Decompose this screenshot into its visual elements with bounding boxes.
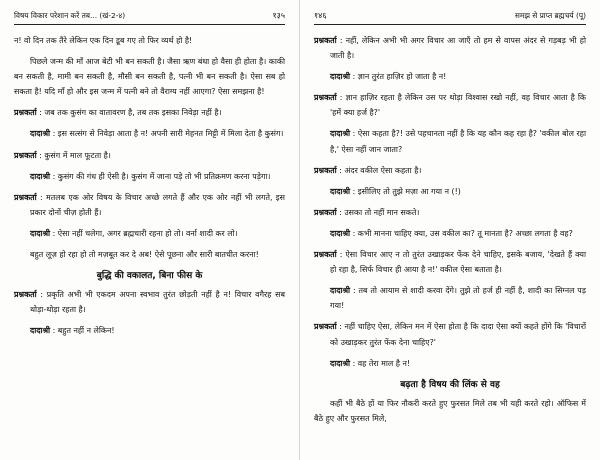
right-header-title: समझ से प्राप्त ब्रह्मचर्य (पू) [514,11,586,20]
dialogue-answer: दादाश्री : कुसंग की गंध ही ऐसी है। कुसंग में जाना पड़े तो भी प्रतिक्रमण करना पड़ेगा। [30,171,271,181]
left-header-title: विषय विकार परेशान करें तब... (खं-2-४) [14,11,126,20]
dialogue-question: प्रश्नकर्ता : नहीं, लेकिन अभी भी अगर विचार आ जाएँ तो हम से वापस अंदर से गड़बड़ भी हो जाती है। [314,36,586,61]
dialogue-question: प्रश्नकर्ता : प्रकृति अभी भी एकदम अपना स्वभाव तुरंत छोड़ती नहीं है न! विचार वगैरह सब थोड़ा-थोड़ा रहता है। [14,290,285,315]
speaker-label: प्रश्नकर्ता [314,36,337,45]
dialogue-question: प्रश्नकर्ता : ज्ञान हाज़िर रहता है लेकिन उस पर थोड़ा विश्वास रखो नहीं, वह विचार आता है कि 'हमें क्या हर्ज है?' [314,93,586,118]
speaker-label: प्रश्नकर्ता [14,150,37,160]
speaker-label: प्रश्नकर्ता [314,207,337,217]
section-heading: बुद्धि की वकालत, बिना फीस के [96,271,203,282]
paragraph: न! वो दिन तक तैरे लेकिन एक दिन डूब गए तो फिर व्यर्थ हो है! [14,36,193,45]
speaker-label: प्रश्नकर्ता [314,165,337,175]
speaker-label: दादाश्री [330,186,351,196]
speaker-label: दादाश्री [30,171,51,181]
dialogue-question: प्रश्नकर्ता : ऐसा विचार आए न तो तुरंत उखाड़कर फेंक देने चाहिए, इसके बजाय, 'देखते हैं क्या हो रहा है, सिर्फ विचार ही आया है न!' वकील ऐसा बताता है। [314,250,586,275]
paragraph: बहुत लूज़ हो रहा हो तो मज़बूत कर दे अब! ऐसे पूछना और सारी बातचीत करना! [30,250,259,260]
left-running-head [14,10,285,25]
dialogue-question: प्रश्नकर्ता : जब तक कुसंग का वातावरण है, तब तक इसका निवेड़ा नहीं है। [14,108,222,118]
paragraph: कहीं भी बैठे हों या फिर नौकरी करते हुए फुरसत मिले तब भी यही करते रहो। ऑफिस में बैठे हुए और फुरसत मिले, [314,398,586,423]
dialogue-question: प्रश्नकर्ता : अंदर वकील ऐसा कहता है। [314,165,422,175]
dialogue-answer: दादाश्री : वह तेरा माल है न! [330,358,411,368]
right-page-number: १४६ [314,11,327,20]
dialogue-question: प्रश्नकर्ता : नहीं चाहिए ऐसा, लेकिन मन में ऐसा होता है कि दादा ऐसा क्यों कहते होंगे कि 'विचारों को उखाड़कर तुरंत फेंक देना चाहिए?' [314,322,586,347]
dialogue-question: प्रश्नकर्ता : मतलब एक ओर विषय के विचार अच्छे लगते हैं और एक ओर नहीं भी लगते, इस प्रकार दोनों चीज़ होती हैं। [14,192,285,217]
dialogue-answer: दादाश्री : ऐसा कहता है?! उसे पहचानता नहीं है कि यह कौन कह रहा है? 'वकील बोल रहा है,' ऐसा नहीं जान जाता? [330,129,586,154]
dialogue-question: प्रश्नकर्ता : कुसंग में माल फूटता है। [14,150,111,160]
left-page-number: १३५ [272,11,285,20]
dialogue-answer: दादाश्री : इस सत्संग से निवेड़ा आता है न! अपनी सारी मेहनत मिट्टी में मिला देता है कुसंग। [30,129,284,139]
right-page [300,0,600,460]
dialogue-answer: दादाश्री : इसीलिए तो तुझे मज़ा आ गया न (!) [330,186,461,196]
speaker-label: प्रश्नकर्ता [14,192,37,202]
speaker-label: दादाश्री [330,72,351,82]
speaker-label: दादाश्री [330,286,351,296]
speaker-label: दादाश्री [30,326,51,336]
dialogue-question: प्रश्नकर्ता : उसका तो नहीं मान सकते। [314,207,420,217]
speaker-label: दादाश्री [330,228,351,238]
dialogue-answer: दादाश्री : बहुत नहीं न लेकिन! [30,326,115,336]
paragraph: पिछले जन्म की माँ आज बेटी भी बन सकती है। जैसा ऋण बंधा हो वैसा ही होता है। काकी बन सकती है, मामी बन सकती है, मौसी बन सकती है, पत्नी भी बन सकती है। ऐसा सब हो सकता है! यदि माँ हो और इस जन्म में पत्नी बने तो वैराग्य नहीं आएगा? ऐसा समझना है! [14,57,285,97]
speaker-label: दादाश्री [330,358,351,368]
section-heading: बढ़ता है विषय की लिंक से वह [400,379,500,390]
speaker-label: प्रश्नकर्ता [14,108,37,118]
speaker-label: प्रश्नकर्ता [314,250,337,260]
speaker-label: प्रश्नकर्ता [14,290,37,300]
speaker-label: दादाश्री [30,129,51,139]
right-running-head [314,10,586,25]
dialogue-answer: दादाश्री : तब तो आयाम से शादी करवा देंगे। तुझे तो हर्ज ही नहीं है, शादी का सिग्नल पड़ गया! [330,286,586,311]
speaker-label: प्रश्नकर्ता [314,322,337,332]
speaker-label: प्रश्नकर्ता [314,93,337,103]
speaker-label: दादाश्री [330,129,351,139]
dialogue-answer: दादाश्री : ज्ञान तुरंत हाज़िर हो जाता है न! [330,72,447,82]
dialogue-answer: दादाश्री : कभी मानना चाहिए क्या, उस वकील का? तू मानता है? अच्छा लगता है वह? [330,228,573,238]
speaker-label: दादाश्री [30,228,51,238]
dialogue-answer: दादाश्री : ऐसा नहीं चलेगा, अगर ब्रह्मचारी रहना हो तो। वर्ना शादी कर लो। [30,228,238,238]
